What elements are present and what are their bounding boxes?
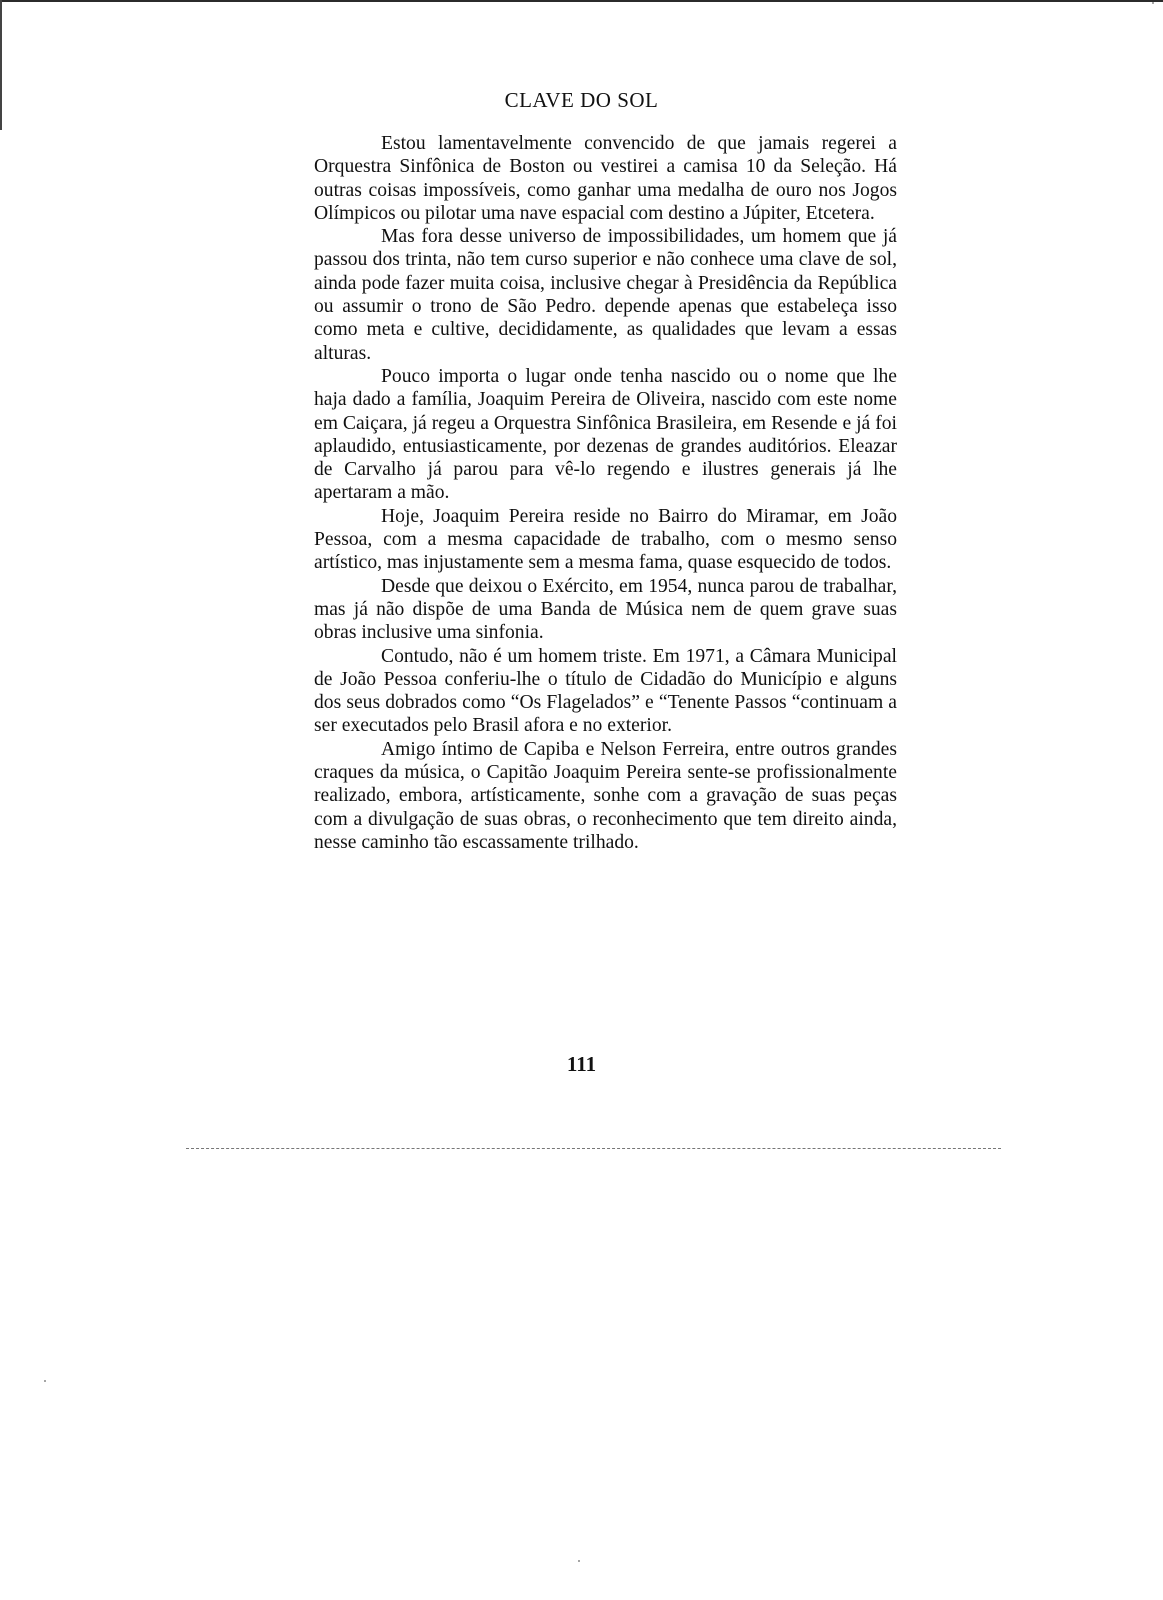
paragraph: Amigo íntimo de Capiba e Nelson Ferreira, entre outros grandes craques da música, o Capitão Joaquim Pereira sente-se profissionalmente realizado, embora, artísticamente, sonhe com a gravação de suas peças com a divulgação de suas obras, o reconhecimento que tem direito ainda, nesse caminho tão escassamente trilhado. xyxy=(314,738,897,853)
scan-speck xyxy=(578,1560,580,1562)
scan-speck xyxy=(44,1380,46,1382)
paragraph: Pouco importa o lugar onde tenha nascido ou o nome que lhe haja dado a família, Joaquim Pereira de Oliveira, nascido com este nome em Caiçara, já regeu a Orquestra Sinfônica Brasileira, em Resende e já foi aplaudido, entusiasticamente, por dezenas de grandes auditórios. Eleazar de Carvalho já parou para vê-lo regendo e ilustres generais já lhe apertaram a mão. xyxy=(314,365,897,504)
scan-top-border xyxy=(0,0,1163,7)
article-body xyxy=(314,132,897,854)
scan-artifact-line xyxy=(186,1148,1001,1149)
page-number: 111 xyxy=(566,1052,597,1076)
scan-speck xyxy=(1152,2,1154,4)
page-title: CLAVE DO SOL xyxy=(504,88,659,112)
paragraph: Contudo, não é um homem triste. Em 1971, a Câmara Municipal de João Pessoa conferiu-lhe o título de Cidadão do Município e alguns dos seus dobrados como “Os Flagelados” e “Tenente Passos “continuam a ser executados pelo Brasil afora e no exterior. xyxy=(314,645,897,737)
paragraph: Desde que deixou o Exército, em 1954, nunca parou de trabalhar, mas já não dispõe de uma Banda de Música nem de quem grave suas obras inclusive uma sinfonia. xyxy=(314,575,897,644)
paragraph: Hoje, Joaquim Pereira reside no Bairro do Miramar, em João Pessoa, com a mesma capacidade de trabalho, com o mesmo senso artístico, mas injustamente sem a mesma fama, quase esquecido de todos. xyxy=(314,505,897,574)
paragraph: Mas fora desse universo de impossibilidades, um homem que já passou dos trinta, não tem curso superior e não conhece uma clave de sol, ainda pode fazer muita coisa, inclusive chegar à Presidência da República ou assumir o trono de São Pedro. depende apenas que estabeleça isso como meta e cultive, decididamente, as qualidades que levam a essas alturas. xyxy=(314,226,897,364)
paragraph: Estou lamentavelmente convencido de que jamais regerei a Orquestra Sinfônica de Boston ou vestirei a camisa 10 da Seleção. Há outras coisas impossíveis, como ganhar uma medalha de ouro nos Jogos Olímpicos ou pilotar uma nave espacial com destino a Júpiter, Etcetera. xyxy=(314,133,897,224)
